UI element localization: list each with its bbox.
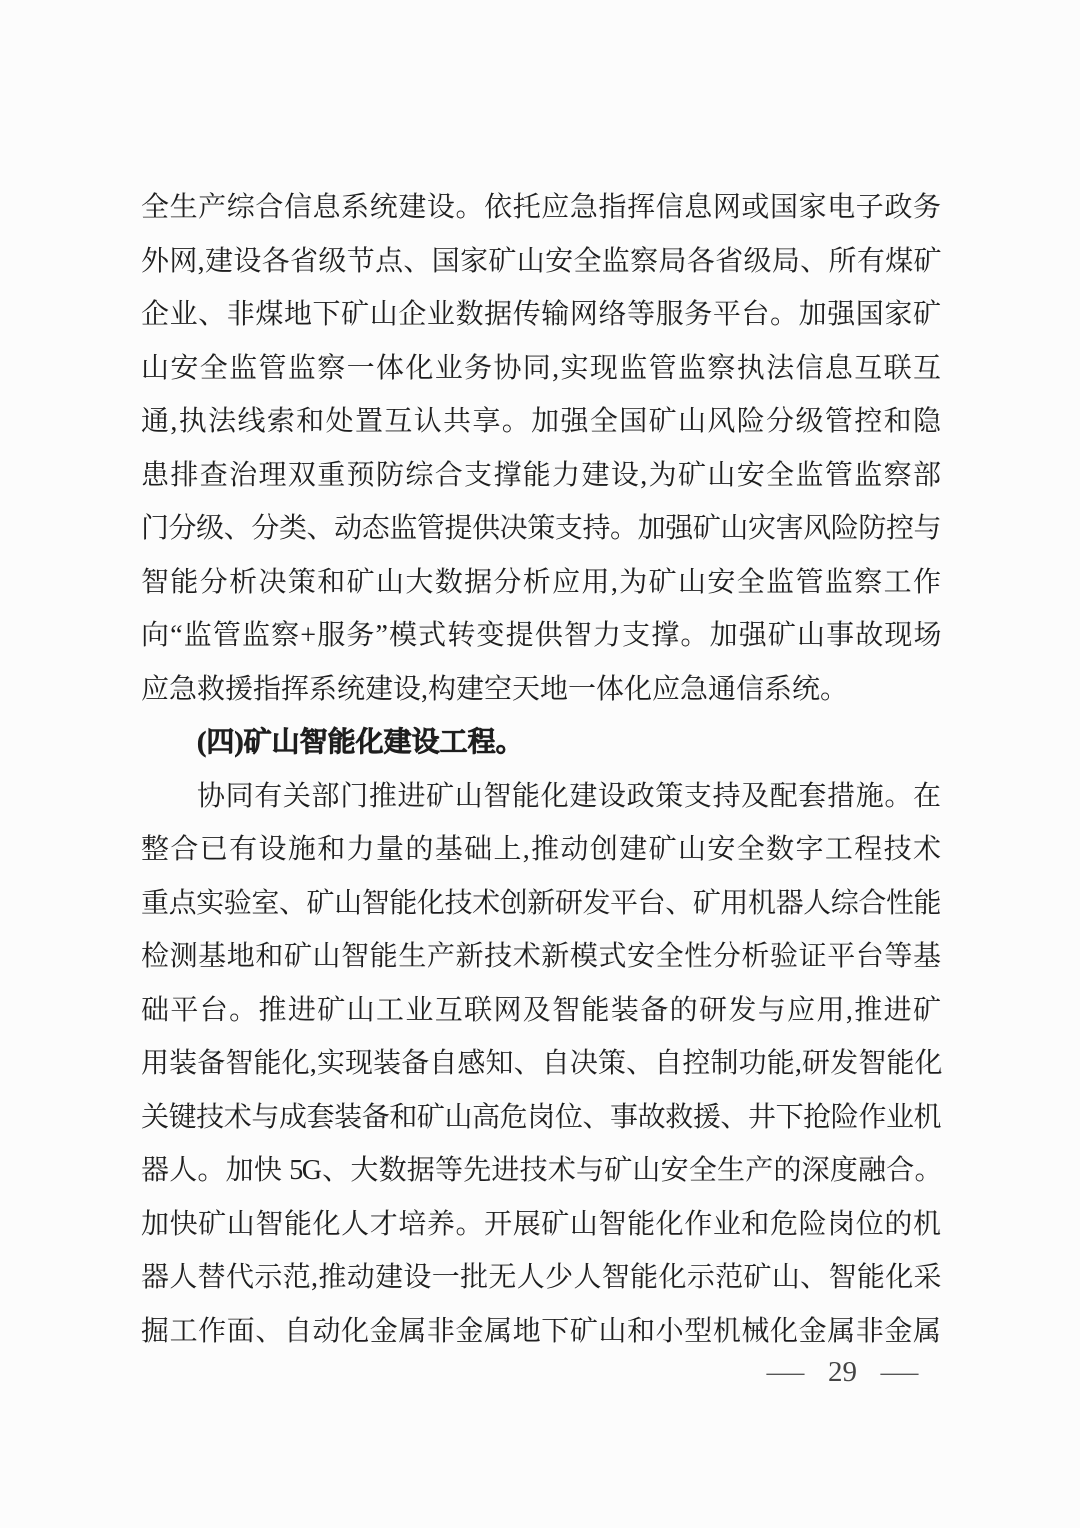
- text-line: 门分级、分类、动态监管提供决策支持。加强矿山灾害风险防控与: [141, 513, 941, 544]
- text-line: 加快矿山智能化人才培养。开展矿山智能化作业和危险岗位的机: [141, 1208, 941, 1240]
- section-heading: (四)矿山智能化建设工程。: [197, 727, 524, 758]
- text-line: 关键技术与成套装备和矿山高危岗位、事故救援、井下抢险作业机: [141, 1101, 941, 1133]
- text-line: 器人。加快 5G、大数据等先进技术与矿山安全生产的深度融合。: [141, 1155, 941, 1186]
- page-footer: [766, 1352, 919, 1392]
- text-line: 智能分析决策和矿山大数据分析应用,为矿山安全监管监察工作: [141, 566, 941, 598]
- text-line: 应急救援指挥系统建设,构建空天地一体化应急通信系统。: [141, 673, 849, 705]
- text-line: 用装备智能化,实现装备自感知、自决策、自控制功能,研发智能化: [141, 1048, 941, 1079]
- text-line: 山安全监管监察一体化业务协同,实现监管监察执法信息互联互: [141, 352, 941, 384]
- text-line: 器人替代示范,推动建设一批无人少人智能化示范矿山、智能化采: [141, 1262, 941, 1293]
- document-body: [141, 181, 941, 1358]
- text-line: 掘工作面、自动化金属非金属地下矿山和小型机械化金属非金属: [141, 1315, 941, 1347]
- text-line: 患排查治理双重预防综合支撑能力建设,为矿山安全监管监察部: [141, 459, 941, 491]
- text-line: 础平台。推进矿山工业互联网及智能装备的研发与应用,推进矿: [141, 994, 941, 1026]
- text-line: 通,执法线索和处置互认共享。加强全国矿山风险分级管控和隐: [141, 406, 941, 437]
- text-line: 协同有关部门推进矿山智能化建设政策支持及配套措施。在: [197, 780, 941, 812]
- text-line: 检测基地和矿山智能生产新技术新模式安全性分析验证平台等基: [141, 941, 941, 972]
- text-line: 重点实验室、矿山智能化技术创新研发平台、矿用机器人综合性能: [141, 887, 941, 919]
- text-line: 企业、非煤地下矿山企业数据传输网络等服务平台。加强国家矿: [141, 299, 941, 330]
- text-line: 整合已有设施和力量的基础上,推动创建矿山安全数字工程技术: [141, 834, 941, 865]
- text-line: 全生产综合信息系统建设。依托应急指挥信息网或国家电子政务: [141, 192, 941, 223]
- page-number: 29: [828, 1356, 857, 1388]
- footer-dash-left: —: [766, 1356, 805, 1388]
- text-line: 向“监管监察+服务”模式转变提供智力支撑。加强矿山事故现场: [141, 620, 941, 651]
- footer-dash-right: —: [880, 1356, 919, 1388]
- text-line: 外网,建设各省级节点、国家矿山安全监察局各省级局、所有煤矿: [141, 245, 941, 277]
